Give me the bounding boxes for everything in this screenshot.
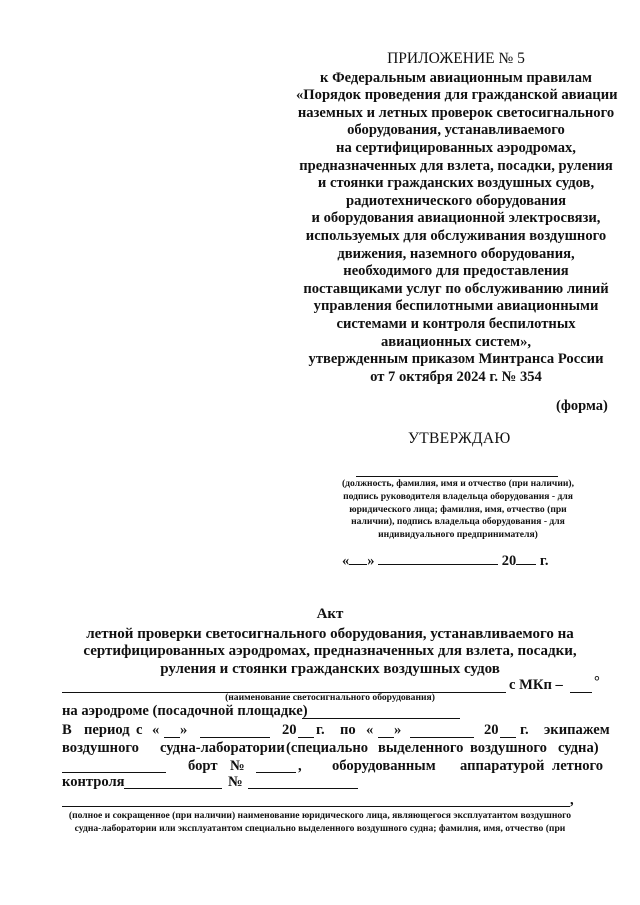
- equipment-caption: (наименование светосигнального оборудования): [225, 692, 435, 703]
- signature-caption-line: подпись руководителя владельца оборудования - для: [343, 490, 573, 502]
- date-open-quote: «: [342, 553, 350, 569]
- appendix-line: используемых для обслуживания воздушного: [305, 227, 607, 244]
- date-year-prefix: 20: [501, 553, 517, 569]
- flight-word: летного: [552, 758, 604, 774]
- appendix-title: ПРИЛОЖЕНИЕ № 5: [387, 50, 525, 67]
- aerodrome-field[interactable]: [302, 718, 460, 719]
- appendix-line: оборудования, устанавливаемого: [347, 122, 565, 139]
- appendix-line: наземных и летных проверок светосигнального: [297, 104, 615, 121]
- apparatus-word: аппаратурой: [460, 758, 545, 774]
- signature-caption-line: юридического лица; фамилия, имя, отчество (при: [349, 503, 567, 515]
- board-number-sign: №: [230, 758, 245, 774]
- appendix-line: движения, наземного оборудования,: [337, 245, 575, 262]
- from-year-prefix: 20: [282, 722, 297, 738]
- appendix-line: необходимого для предоставления: [343, 263, 569, 280]
- from-day-field[interactable]: [164, 737, 180, 738]
- month-field[interactable]: [378, 552, 498, 565]
- form-label: (форма): [556, 398, 608, 414]
- period-to: по: [340, 722, 356, 738]
- period-from: с: [136, 722, 143, 738]
- date-close-quote: »: [367, 553, 375, 569]
- act-title-line: руления и стоянки гражданских воздушных судов: [160, 660, 500, 677]
- year-field[interactable]: [516, 552, 536, 565]
- aircraft-word: (специально: [286, 740, 369, 756]
- appendix-line: на сертифицированных аэродромах,: [336, 139, 576, 156]
- approve-label: УТВЕРЖДАЮ: [408, 430, 511, 447]
- degree-sign: °: [594, 674, 600, 690]
- from-year-field[interactable]: [298, 737, 314, 738]
- control-number-field[interactable]: [248, 788, 358, 789]
- day-field[interactable]: [349, 552, 367, 565]
- from-close-quote: »: [180, 722, 188, 738]
- operator-name-field[interactable]: [62, 806, 570, 807]
- appendix-line: управления беспилотными авиационными: [313, 298, 599, 315]
- to-close-quote: »: [394, 722, 402, 738]
- from-month-field[interactable]: [200, 737, 270, 738]
- appendix-line: авиационных систем»,: [380, 333, 532, 350]
- signature-caption-line: индивидуального предпринимателя): [378, 529, 538, 541]
- signature-caption: [330, 478, 586, 542]
- to-year-suffix: г.: [520, 722, 529, 738]
- to-day-field[interactable]: [378, 737, 394, 738]
- signature-caption-line: (должность, фамилия, имя и отчество (при наличии),: [341, 478, 574, 489]
- control-apparatus-field[interactable]: [124, 788, 222, 789]
- act-title-line: летной проверки светосигнального оборудования, устанавливаемого на: [86, 625, 574, 642]
- date-year-suffix: г.: [539, 553, 549, 569]
- control-number-sign: №: [228, 774, 243, 790]
- board-number-field[interactable]: [256, 772, 296, 773]
- to-open-quote: «: [366, 722, 374, 738]
- signature-caption-line: наличии), подпись владельца оборудования - для: [351, 516, 565, 528]
- to-year-prefix: 20: [484, 722, 499, 738]
- aircraft-word: судна): [558, 740, 599, 756]
- period-word: период: [84, 722, 130, 738]
- from-year-suffix: г.: [316, 722, 325, 738]
- aircraft-word: судна-лаборатории: [160, 740, 285, 756]
- appendix-line: утвержденным приказом Минтранса России: [308, 351, 604, 368]
- approval-date: [342, 552, 548, 570]
- operator-caption-line: (полное и сокращенное (при наличии) наименование юридического лица, являющегося эксплуатантом воздушного: [68, 810, 572, 821]
- appendix-line: радиотехнического оборудования: [345, 192, 567, 209]
- control-word: контроля: [62, 774, 125, 790]
- crew-word: экипажем: [544, 722, 610, 738]
- from-open-quote: «: [152, 722, 160, 738]
- appendix-line: к Федеральным авиационным правилам: [320, 69, 592, 86]
- aircraft-type-field[interactable]: [62, 772, 166, 773]
- appendix-line: от 7 октября 2024 г. № 354: [370, 368, 542, 385]
- appendix-header: [296, 50, 616, 386]
- board-comma: ,: [298, 758, 302, 774]
- signature-line[interactable]: [356, 476, 558, 477]
- aircraft-word: воздушного: [470, 740, 547, 756]
- aerodrome-label: на аэродроме (посадочной площадке): [62, 703, 308, 719]
- board-label: борт: [188, 758, 218, 774]
- act-title: [60, 606, 600, 678]
- operator-caption-line: судна-лаборатории или эксплуатантом специально выделенного воздушного судна; фамилия, имя, отчество (при: [74, 823, 566, 834]
- mkp-label: с МКп –: [509, 677, 563, 693]
- period-in: В: [62, 722, 72, 738]
- appendix-line: системами и контроля беспилотных: [336, 315, 576, 332]
- to-month-field[interactable]: [410, 737, 474, 738]
- appendix-line: предназначенных для взлета, посадки, руления: [299, 157, 613, 174]
- to-year-field[interactable]: [500, 737, 516, 738]
- equipped-word: оборудованным: [332, 758, 436, 774]
- appendix-line: и оборудования авиационной электросвязи,: [311, 210, 601, 227]
- act-title-line: сертифицированных аэродромах, предназначенных для взлета, посадки,: [83, 643, 577, 660]
- appendix-line: «Порядок проведения для гражданской авиации: [296, 87, 618, 104]
- aircraft-word: воздушного: [62, 740, 139, 756]
- aircraft-word: выделенного: [378, 740, 464, 756]
- appendix-line: и стоянки гражданских воздушных судов,: [317, 175, 595, 192]
- appendix-line: поставщиками услуг по обслуживанию линий: [303, 280, 609, 297]
- mkp-value-field[interactable]: [570, 692, 592, 693]
- operator-comma: ,: [570, 792, 574, 808]
- act-heading: Акт: [316, 606, 344, 622]
